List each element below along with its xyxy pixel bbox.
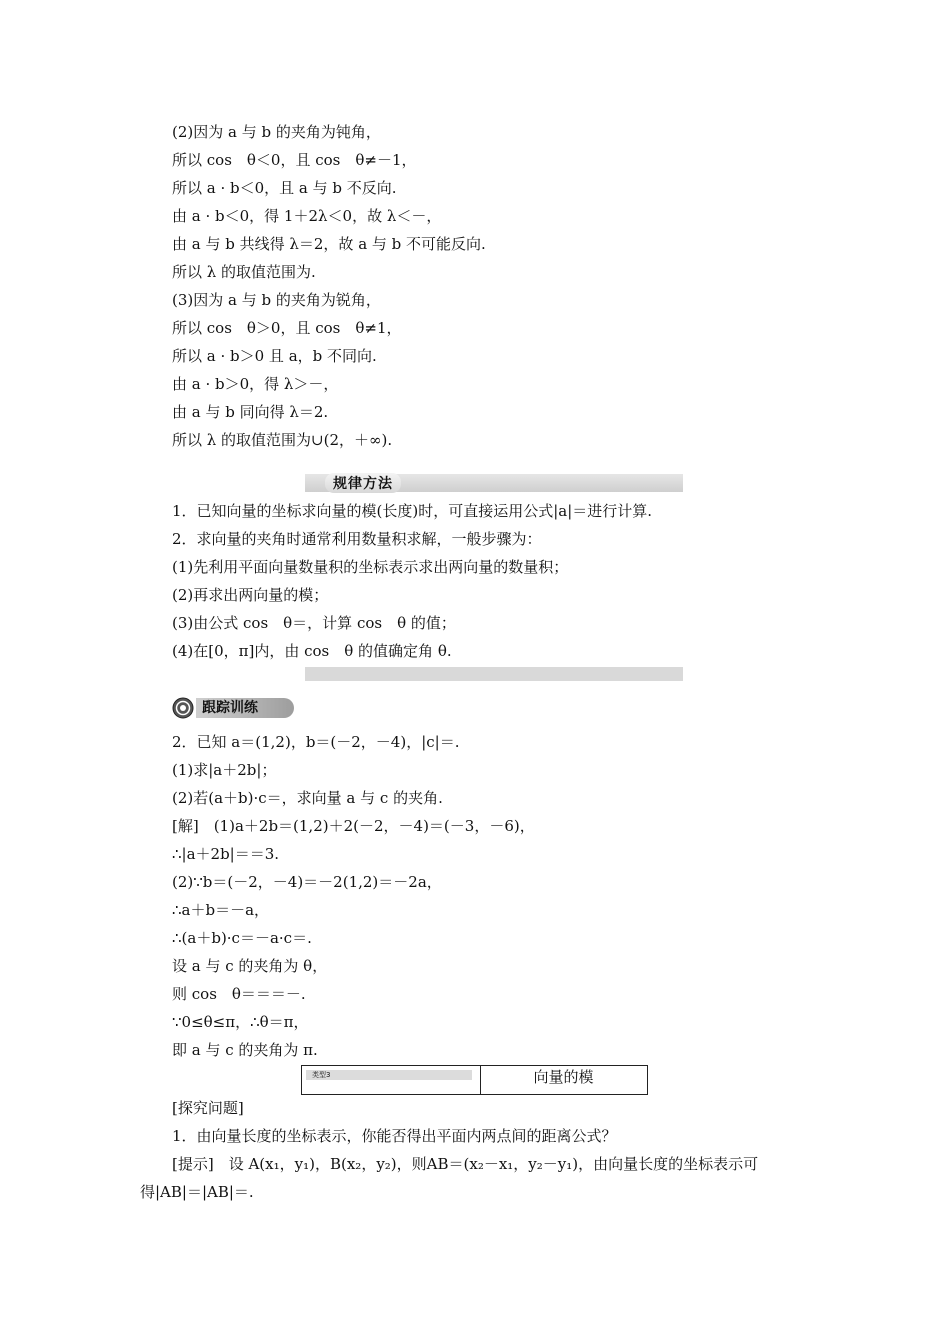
training-label: 跟踪训练: [196, 698, 294, 718]
text-line: [提示] 设 A(x₁，y₁)，B(x₂，y₂)，则AB＝(x₂－x₁，y₂－y₁)，由向量长度的坐标表示可: [172, 1155, 759, 1173]
text-line: 得|AB|＝|AB|＝.: [140, 1183, 254, 1201]
method-banner: [305, 474, 683, 492]
text-line: (4)在[0，π]内，由 cos θ 的值确定角 θ.: [172, 642, 452, 660]
text-line: 即 a 与 c 的夹角为 π.: [172, 1041, 318, 1059]
text-line: ∴(a＋b)·c＝－a·c＝.: [172, 929, 312, 947]
text-line: 所以 a · b＜0，且 a 与 b 不反向.: [172, 179, 397, 197]
type-tag: 类型3: [306, 1070, 472, 1080]
method-banner-title: 规律方法: [325, 473, 401, 493]
text-line: 2．已知 a＝(1,2)，b＝(－2，－4)，|c|＝.: [172, 733, 460, 751]
type-heading-box: [301, 1065, 648, 1095]
target-icon: [172, 697, 194, 719]
text-line: (1)求|a＋2b|；: [172, 761, 277, 779]
text-line: 1．已知向量的坐标求向量的模(长度)时，可直接运用公式|a|＝进行计算.: [172, 502, 653, 520]
text-line: 所以 cos θ＜0，且 cos θ≠－1，: [172, 151, 417, 169]
text-line: 则 cos θ＝＝＝－.: [172, 985, 306, 1003]
text-line: (3)由公式 cos θ＝，计算 cos θ 的值；: [172, 614, 456, 632]
text-line: 由 a · b＜0，得 1＋2λ＜0，故 λ＜－，: [172, 207, 442, 225]
text-line: [解] (1)a＋2b＝(1,2)＋2(－2，－4)＝(－3，－6)，: [172, 817, 535, 835]
text-line: 2．求向量的夹角时通常利用数量积求解，一般步骤为：: [172, 530, 542, 548]
text-line: ∴a＋b＝－a，: [172, 901, 270, 919]
text-line: 设 a 与 c 的夹角为 θ，: [172, 957, 328, 975]
text-line: 由 a 与 b 共线得 λ＝2，故 a 与 b 不可能反向.: [172, 235, 486, 253]
text-line: 所以 cos θ＞0，且 cos θ≠1，: [172, 319, 402, 337]
text-line: 所以 λ 的取值范围为∪(2，＋∞).: [172, 431, 393, 449]
text-line: (2)∵b＝(－2，－4)＝－2(1,2)＝－2a，: [172, 873, 442, 891]
section-divider-bar: [305, 667, 683, 681]
type-title: 向量的模: [533, 1068, 594, 1086]
text-line: 所以 a · b＞0 且 a，b 不同向.: [172, 347, 377, 365]
text-line: (1)先利用平面向量数量积的坐标表示求出两向量的数量积；: [172, 558, 569, 576]
text-line: (2)若(a＋b)·c＝，求向量 a 与 c 的夹角.: [172, 789, 443, 807]
text-line: [探究问题]: [172, 1099, 244, 1117]
text-line: (2)因为 a 与 b 的夹角为钝角，: [172, 123, 381, 141]
text-line: ∴|a＋2b|＝＝3.: [172, 845, 280, 863]
type-tag-cell: [302, 1066, 481, 1094]
text-line: 由 a 与 b 同向得 λ＝2.: [172, 403, 329, 421]
text-line: 所以 λ 的取值范围为.: [172, 263, 316, 281]
text-line: (3)因为 a 与 b 的夹角为锐角，: [172, 291, 381, 309]
text-line: ∵0≤θ≤π，∴θ＝π，: [172, 1013, 309, 1031]
text-line: 1．由向量长度的坐标表示，你能否得出平面内两点间的距离公式？: [172, 1127, 617, 1145]
text-line: 由 a · b＞0，得 λ＞－，: [172, 375, 339, 393]
text-line: (2)再求出两向量的模；: [172, 586, 329, 604]
